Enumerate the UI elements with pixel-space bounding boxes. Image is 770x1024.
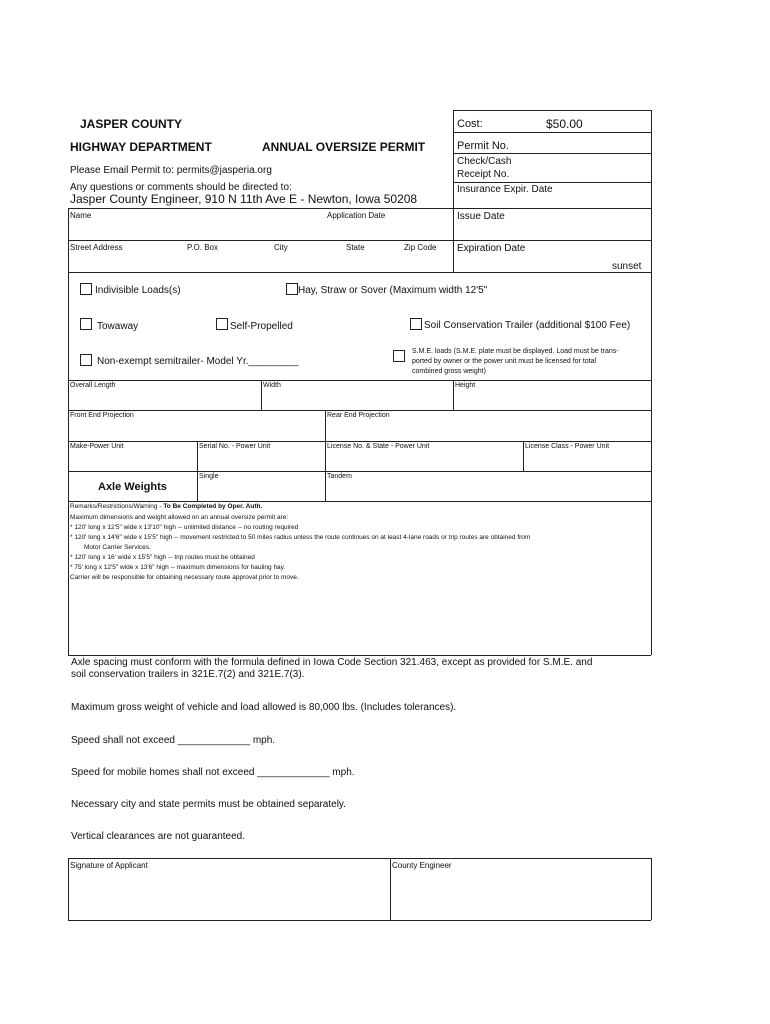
street-address-field[interactable]: Street Address	[70, 243, 123, 252]
cost-label: Cost:	[457, 118, 483, 130]
state-field[interactable]: State	[346, 243, 365, 252]
serial-no-field[interactable]: Serial No. - Power Unit	[199, 443, 271, 450]
hay-label: Hay, Straw or Sover (Maximum width 12'5"	[298, 285, 488, 296]
non-exempt-checkbox[interactable]	[80, 354, 92, 366]
email-line: Please Email Permit to: permits@jasperia.org	[70, 165, 272, 176]
po-box-field[interactable]: P.O. Box	[187, 243, 218, 252]
tandem-axle-field[interactable]: Tandem	[327, 473, 352, 480]
width-field[interactable]: Width	[263, 382, 281, 389]
gross-weight-rule: Maximum gross weight of vehicle and load allowed is 80,000 lbs. (Includes tolerances).	[71, 702, 457, 713]
front-end-projection-field[interactable]: Front End Projection	[70, 412, 134, 419]
name-field[interactable]: Name	[70, 211, 92, 220]
indivisible-checkbox[interactable]	[80, 283, 92, 295]
towaway-checkbox[interactable]	[80, 318, 92, 330]
axle-weights-heading: Axle Weights	[98, 481, 167, 493]
remarks-line: Carrier will be responsible for obtaining necessary route approval prior to move.	[70, 574, 299, 581]
sme-label-line2: ported by owner or the power unit must be licensed for total	[412, 358, 597, 365]
issue-date-field[interactable]: Issue Date	[457, 211, 505, 222]
department-name: HIGHWAY DEPARTMENT	[70, 140, 212, 154]
height-field[interactable]: Height	[455, 382, 476, 389]
remarks-line: Motor Carrier Services.	[84, 544, 151, 551]
county-engineer-signature-field[interactable]: County Engineer	[392, 861, 452, 870]
zip-code-field[interactable]: Zip Code	[404, 243, 437, 252]
sme-checkbox[interactable]	[393, 350, 405, 362]
remarks-heading: Remarks/Restrictions/Warning - To Be Completed by Oper. Auth.	[70, 503, 263, 510]
mobile-home-speed-rule[interactable]: Speed for mobile homes shall not exceed _____________ mph.	[71, 767, 355, 778]
soil-trailer-label: Soil Conservation Trailer (additional $100 Fee)	[424, 320, 631, 331]
receipt-no-field[interactable]: Receipt No.	[457, 169, 510, 180]
insurance-expir-field[interactable]: Insurance Expir. Date	[457, 184, 553, 195]
sme-label-line1: S.M.E. loads (S.M.E. plate must be displayed. Load must be trans-	[412, 348, 619, 355]
permit-title: ANNUAL OVERSIZE PERMIT	[262, 140, 426, 154]
applicant-signature-field[interactable]: Signature of Applicant	[70, 861, 148, 870]
city-field[interactable]: City	[274, 243, 288, 252]
check-cash-field[interactable]: Check/Cash	[457, 156, 512, 167]
soil-trailer-checkbox[interactable]	[410, 318, 422, 330]
vertical-clearance-rule: Vertical clearances are not guaranteed.	[71, 831, 245, 842]
remarks-line: Maximum dimensions and weight allowed on an annual oversize permit are:	[70, 514, 289, 521]
remarks-line: * 75' long x 12'5" wide x 13'6" high -- maximum dimensions for hauling hay.	[70, 564, 286, 571]
city-state-permits-rule: Necessary city and state permits must be obtained separately.	[71, 799, 346, 810]
overall-length-field[interactable]: Overall Length	[70, 382, 116, 389]
county-name: JASPER COUNTY	[80, 117, 183, 131]
permit-no-field[interactable]: Permit No.	[457, 140, 509, 152]
towaway-label: Towaway	[97, 321, 139, 332]
single-axle-field[interactable]: Single	[199, 473, 219, 480]
indivisible-label: Indivisible Loads(s)	[95, 285, 181, 296]
self-propelled-label: Self-Propelled	[230, 321, 293, 332]
expiration-date-field[interactable]: Expiration Date	[457, 243, 526, 254]
license-no-field[interactable]: License No. & State - Power Unit	[327, 443, 430, 450]
cost-value: $50.00	[546, 117, 583, 131]
non-exempt-label: Non-exempt semitrailer- Model Yr._________	[97, 356, 299, 367]
axle-spacing-rule-line1: Axle spacing must conform with the formula defined in Iowa Code Section 321.463, except as provided for S.M.E. and	[71, 657, 593, 668]
speed-rule[interactable]: Speed shall not exceed _____________ mph.	[71, 735, 276, 746]
remarks-line: * 120' long x 12'5" wide x 13'10" high -- unlimited distance -- no routing required	[70, 524, 299, 531]
sunset-text: sunset	[612, 261, 642, 272]
engineer-address: Jasper County Engineer, 910 N 11th Ave E - Newton, Iowa 50208	[70, 192, 418, 206]
sme-label-line3: combined gross weight)	[412, 368, 486, 375]
self-propelled-checkbox[interactable]	[216, 318, 228, 330]
rear-end-projection-field[interactable]: Rear End Projection	[327, 412, 390, 419]
remarks-line: * 120' long x 16' wide x 15'5" high -- trip routes must be obtained	[70, 554, 255, 561]
questions-line: Any questions or comments should be directed to:	[70, 182, 292, 193]
make-power-unit-field[interactable]: Make-Power Unit	[70, 443, 124, 450]
hay-checkbox[interactable]	[286, 283, 298, 295]
remarks-line: * 120' long x 14'6" wide x 15'5" high -- movement restricted to 50 miles radius unless the route continues on at least 4-lane roads or trip routes are obtained from	[70, 534, 531, 541]
axle-spacing-rule-line2: soil conservation trailers in 321E.7(2) and 321E.7(3).	[71, 669, 305, 680]
application-date-field[interactable]: Application Date	[327, 211, 386, 220]
license-class-field[interactable]: License Class - Power Unit	[525, 443, 610, 450]
